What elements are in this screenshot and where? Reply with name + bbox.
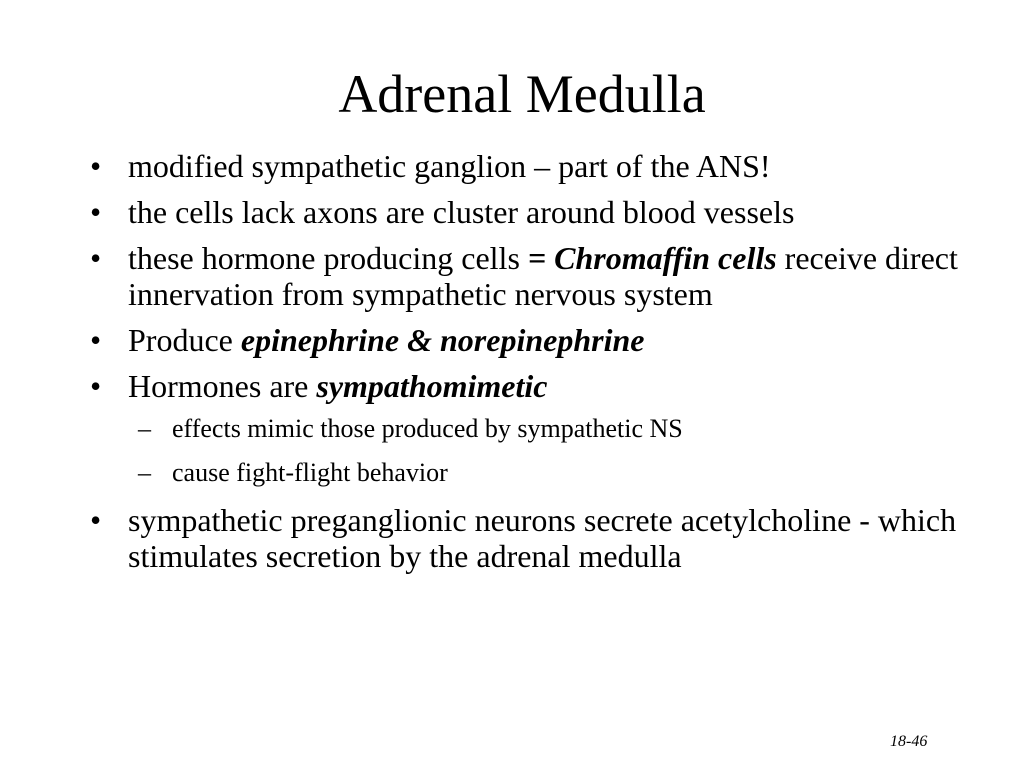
bullet-text: these hormone producing cells <box>128 240 528 276</box>
dash-marker: – <box>138 458 151 487</box>
bullet-item <box>90 148 990 184</box>
slide-title: Adrenal Medulla <box>338 64 706 124</box>
bullet-emphasis: sympathomimetic <box>316 368 548 404</box>
bullet-item <box>90 502 990 574</box>
dash-marker: – <box>138 414 151 443</box>
bullet-marker: • <box>90 148 102 184</box>
bullet-marker: • <box>90 368 102 404</box>
bullet-item <box>90 194 990 230</box>
bullet-text: modified sympathetic ganglion – part of the ANS! <box>128 148 771 184</box>
sub-bullet-item <box>90 458 990 488</box>
sub-bullet-text: effects mimic those produced by sympathetic NS <box>172 414 683 443</box>
sub-bullet-item <box>90 414 990 444</box>
bullet-item <box>90 240 990 312</box>
slide-body <box>90 148 990 584</box>
bullet-emphasis: epinephrine & norepinephrine <box>240 322 645 358</box>
bullet-text: the cells lack axons are cluster around blood vessels <box>128 194 795 230</box>
bullet-text: Hormones are <box>128 368 317 404</box>
bullet-text: sympathetic preganglionic neurons secrete acetylcholine - which stimulates secretion by the adrenal medulla <box>128 502 957 574</box>
bullet-text: Produce <box>128 322 241 358</box>
page-number: 18-46 <box>890 733 928 750</box>
sub-bullet-text: cause fight-flight behavior <box>172 458 448 487</box>
bullet-marker: • <box>90 502 102 538</box>
bullet-marker: • <box>90 322 102 358</box>
bullet-text-continued: receive direct innervation from sympathetic nervous system <box>128 240 958 312</box>
bullet-emphasis: = Chromaffin cells <box>527 240 777 276</box>
bullet-item <box>90 368 990 404</box>
bullet-marker: • <box>90 194 102 230</box>
bullet-marker: • <box>90 240 102 276</box>
bullet-item <box>90 322 990 358</box>
